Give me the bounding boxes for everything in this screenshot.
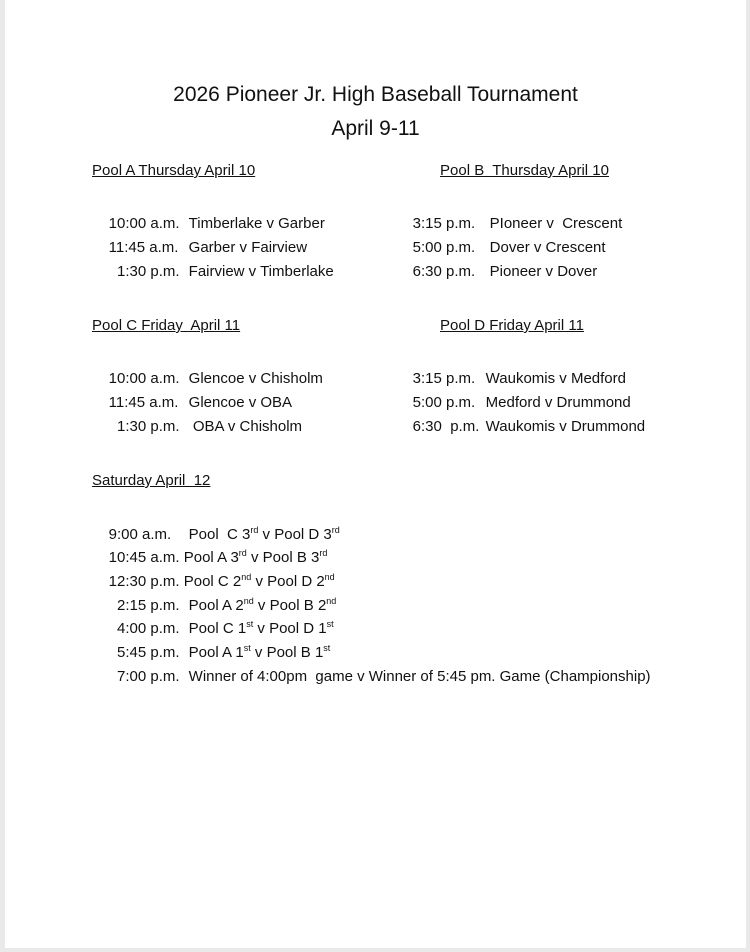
- ordinal-suffix: st: [243, 643, 251, 653]
- schedule-page: [5, 0, 746, 948]
- game-matchup: Pool A 3: [183, 549, 239, 566]
- game-matchup: Pool C 2: [183, 573, 242, 590]
- game-matchup: Pioneer v Dover: [489, 263, 598, 280]
- pool-c-heading: Pool C Friday April 11: [92, 317, 241, 334]
- game-matchup: Pool C 1: [188, 620, 247, 637]
- ordinal-suffix: st: [323, 643, 331, 653]
- game-matchup: v Pool D 3: [258, 526, 332, 543]
- game-matchup: OBA v Chisholm: [188, 418, 303, 435]
- game-time: 6:30 p.m.: [412, 418, 480, 435]
- ordinal-suffix: nd: [324, 572, 335, 582]
- ordinal-suffix: rd: [250, 525, 259, 535]
- game-matchup: Fairview v Timberlake: [188, 263, 334, 280]
- game-time: 9:00 a.m.: [108, 526, 172, 543]
- game-matchup: Garber v Fairview: [188, 239, 308, 256]
- game-matchup: Pool A 1: [188, 644, 244, 661]
- tournament-title: 2026 Pioneer Jr. High Baseball Tournament: [173, 83, 578, 106]
- game-matchup: Dover v Crescent: [489, 239, 606, 256]
- game-matchup: Glencoe v Chisholm: [188, 370, 323, 387]
- game-time: 3:15 p.m.: [412, 370, 476, 387]
- game-time: 11:45 a.m.: [108, 394, 179, 411]
- ordinal-suffix: st: [246, 619, 254, 629]
- pool-b-heading: Pool B Thursday April 10: [440, 162, 609, 179]
- game-time: 5:00 p.m.: [412, 394, 476, 411]
- ordinal-suffix: nd: [241, 572, 252, 582]
- game-time: 1:30 p.m.: [108, 418, 180, 435]
- game-time: 7:00 p.m.: [108, 668, 180, 685]
- game-matchup: v Pool D 1: [253, 620, 327, 637]
- ordinal-suffix: st: [326, 619, 334, 629]
- game-matchup: Waukomis v Medford: [485, 370, 626, 387]
- pool-b-game: [396, 245, 597, 299]
- game-matchup: Pool A 2: [188, 597, 244, 614]
- ordinal-suffix: rd: [331, 525, 340, 535]
- game-time: 5:45 p.m.: [108, 644, 180, 661]
- ordinal-suffix: rd: [238, 548, 247, 558]
- game-time: 5:00 p.m.: [412, 239, 476, 256]
- ordinal-suffix: nd: [243, 596, 254, 606]
- game-matchup: v Pool B 2: [253, 597, 327, 614]
- game-time: 10:45 a.m.: [108, 549, 180, 566]
- game-time: 10:00 a.m.: [108, 215, 180, 232]
- pool-d-game: [396, 400, 645, 454]
- ordinal-suffix: rd: [319, 548, 328, 558]
- saturday-heading: Saturday April 12: [92, 472, 211, 489]
- pool-a-game: [92, 245, 334, 299]
- game-time: 4:00 p.m.: [108, 620, 180, 637]
- game-matchup: v Pool B 3: [246, 549, 320, 566]
- pool-c-game: [92, 400, 302, 454]
- pool-d-heading: Pool D Friday April 11: [440, 317, 584, 334]
- game-time: 12:30 p.m.: [108, 573, 180, 590]
- game-matchup: Medford v Drummond: [485, 394, 631, 411]
- tournament-dates: April 9-11: [331, 117, 420, 140]
- game-matchup: Glencoe v OBA: [188, 394, 293, 411]
- game-matchup: Timberlake v Garber: [188, 215, 325, 232]
- game-matchup: Waukomis v Drummond: [485, 418, 646, 435]
- game-matchup: v Pool B 1: [250, 644, 324, 661]
- game-time: 6:30 p.m.: [412, 263, 476, 280]
- ordinal-suffix: nd: [326, 596, 337, 606]
- championship-game: [92, 650, 651, 704]
- game-time: 1:30 p.m.: [108, 263, 180, 280]
- game-time: 2:15 p.m.: [108, 597, 180, 614]
- game-time: 10:00 a.m.: [108, 370, 180, 387]
- game-matchup: v Pool D 2: [251, 573, 325, 590]
- game-time: 11:45 a.m.: [108, 239, 179, 256]
- game-matchup: Pool C 3: [188, 526, 251, 543]
- game-matchup: Winner of 4:00pm game v Winner of 5:45 pm. Game (Championship): [188, 668, 651, 685]
- game-time: 3:15 p.m.: [412, 215, 476, 232]
- game-matchup: PIoneer v Crescent: [489, 215, 623, 232]
- pool-a-heading: Pool A Thursday April 10: [92, 162, 256, 179]
